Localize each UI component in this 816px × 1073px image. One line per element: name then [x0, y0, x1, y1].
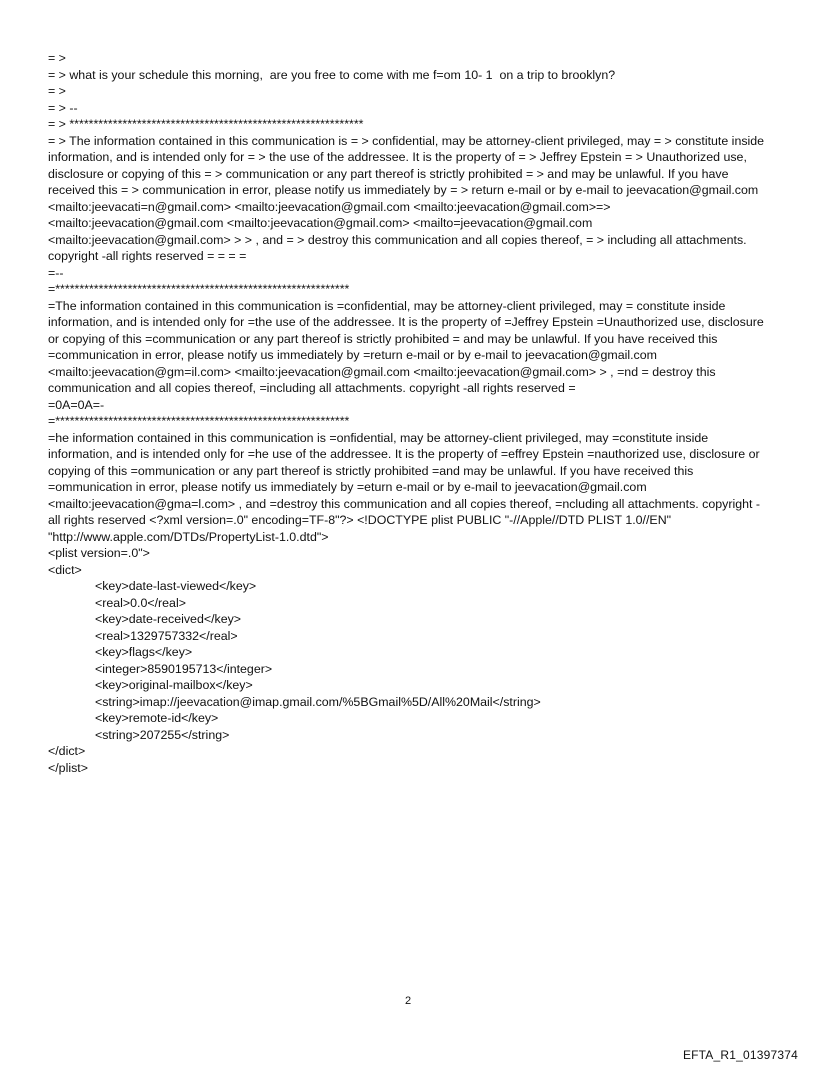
plist-close-tag: </plist>	[48, 760, 88, 775]
plist-entry: <key>original-mailbox</key>	[95, 678, 253, 692]
plist-entry: <string>imap://jeevacation@imap.gmail.com/%5BGmail%5D/All%20Mail</string>	[95, 694, 541, 709]
plist-entry: <real>1329757332</real>	[95, 628, 238, 643]
plist-entry: <integer>8590195713</integer>	[95, 661, 273, 676]
plist-entry: <key>flags</key>	[95, 645, 193, 659]
text-line: = >	[48, 84, 66, 98]
plist-entry: <key>date-received</key>	[95, 612, 242, 626]
disclaimer-paragraph-3: =he information contained in this communication is =onfidential, may be attorney-client privileged, may =constitute inside information, and is intended only for =he use of the addressee. It is the property of =effrey Epstein =nauthorized use, disclosure or copying of this =ommunication or any part thereof is strictly prohibited =and may be unlawful. If you have received this =ommunication in error, please notify us immediately by =eturn e-mail or by e-mail to jeevacation@gmail.com <mailto:jeevacation@gma=l.com> , and =destroy this communication and all copies thereof, =ncluding all attachments. copyright -all rights reserved <?xml version=.0" encoding=TF-8"?> <!DOCTYPE plist PUBLIC "-//Apple//DTD PLIST 1.0//EN" "http://www.apple.com/DTDs/PropertyList-1.0.dtd">	[48, 430, 760, 544]
plist-entry: <key>date-last-viewed</key>	[95, 579, 257, 593]
bates-number: EFTA_R1_01397374	[682, 1048, 798, 1062]
text-line: =*************************************************************	[48, 414, 350, 428]
dict-open-tag: <dict>	[48, 562, 82, 577]
text-line: =--	[48, 265, 64, 280]
text-line: = > *************************************************************	[48, 117, 364, 131]
document-body	[48, 50, 770, 776]
plist-entry: <real>0.0</real>	[95, 595, 186, 610]
text-line: = > --	[48, 100, 78, 115]
page-number: 2	[404, 995, 412, 1007]
disclaimer-paragraph-1: = > The information contained in this communication is = > confidential, may be attorney-client privileged, may = > constitute inside information, and is intended only for = > the use of the addressee. It is the property of = > Jeffrey Epstein = > Unauthorized use, disclosure or copying of this = > communication or any part thereof is strictly prohibited = > and may be unlawful. If you have received this = > communication in error, please notify us immediately by = > return e-mail or by e-mail to jeevacation@gmail.com <mailto:jeevacati=n@gmail.com> <mailto:jeevacation@gmail.com <mailto:jeevacation@gmail.com>=> <mailto:jeevacation@gmail.com <mailto:jeevacation@gmail.com> <mailto=jeevacation@gmail.com <mailto:jeevacation@gmail.com> > > , and = > destroy this communication and all copies thereof, = > including all attachments. copyright -all rights reserved = = = =	[48, 133, 765, 263]
text-line: =0A=0A=-	[48, 397, 105, 412]
text-line: = > what is your schedule this morning, are you free to come with me f=om 10- 1 on a trip to brooklyn?	[48, 67, 616, 82]
plist-entry: <key>remote-id</key>	[95, 711, 219, 725]
disclaimer-paragraph-2: =The information contained in this communication is =confidential, may be attorney-client privileged, may = constitute inside information, and is intended only for =the use of the addressee. It is the property of =Jeffrey Epstein =Unauthorized use, disclosure or copying of this =communication or any part thereof is strictly prohibited = and may be unlawful. If you have received this =communication in error, please notify us immediately by =return e-mail or by e-mail to jeevacation@gmail.com <mailto:jeevacation@gm=il.com> <mailto:jeevacation@gmail.com <mailto:jeevacation@gmail.com> > , =nd = destroy this communication and all copies thereof, =including all attachments. copyright -all rights reserved =	[48, 298, 764, 395]
plist-entry: <string>207255</string>	[95, 727, 230, 742]
dict-close-tag: </dict>	[48, 744, 86, 758]
text-line: =*************************************************************	[48, 282, 350, 296]
plist-open-tag: <plist version=.0">	[48, 546, 150, 560]
text-line: = >	[48, 51, 66, 65]
